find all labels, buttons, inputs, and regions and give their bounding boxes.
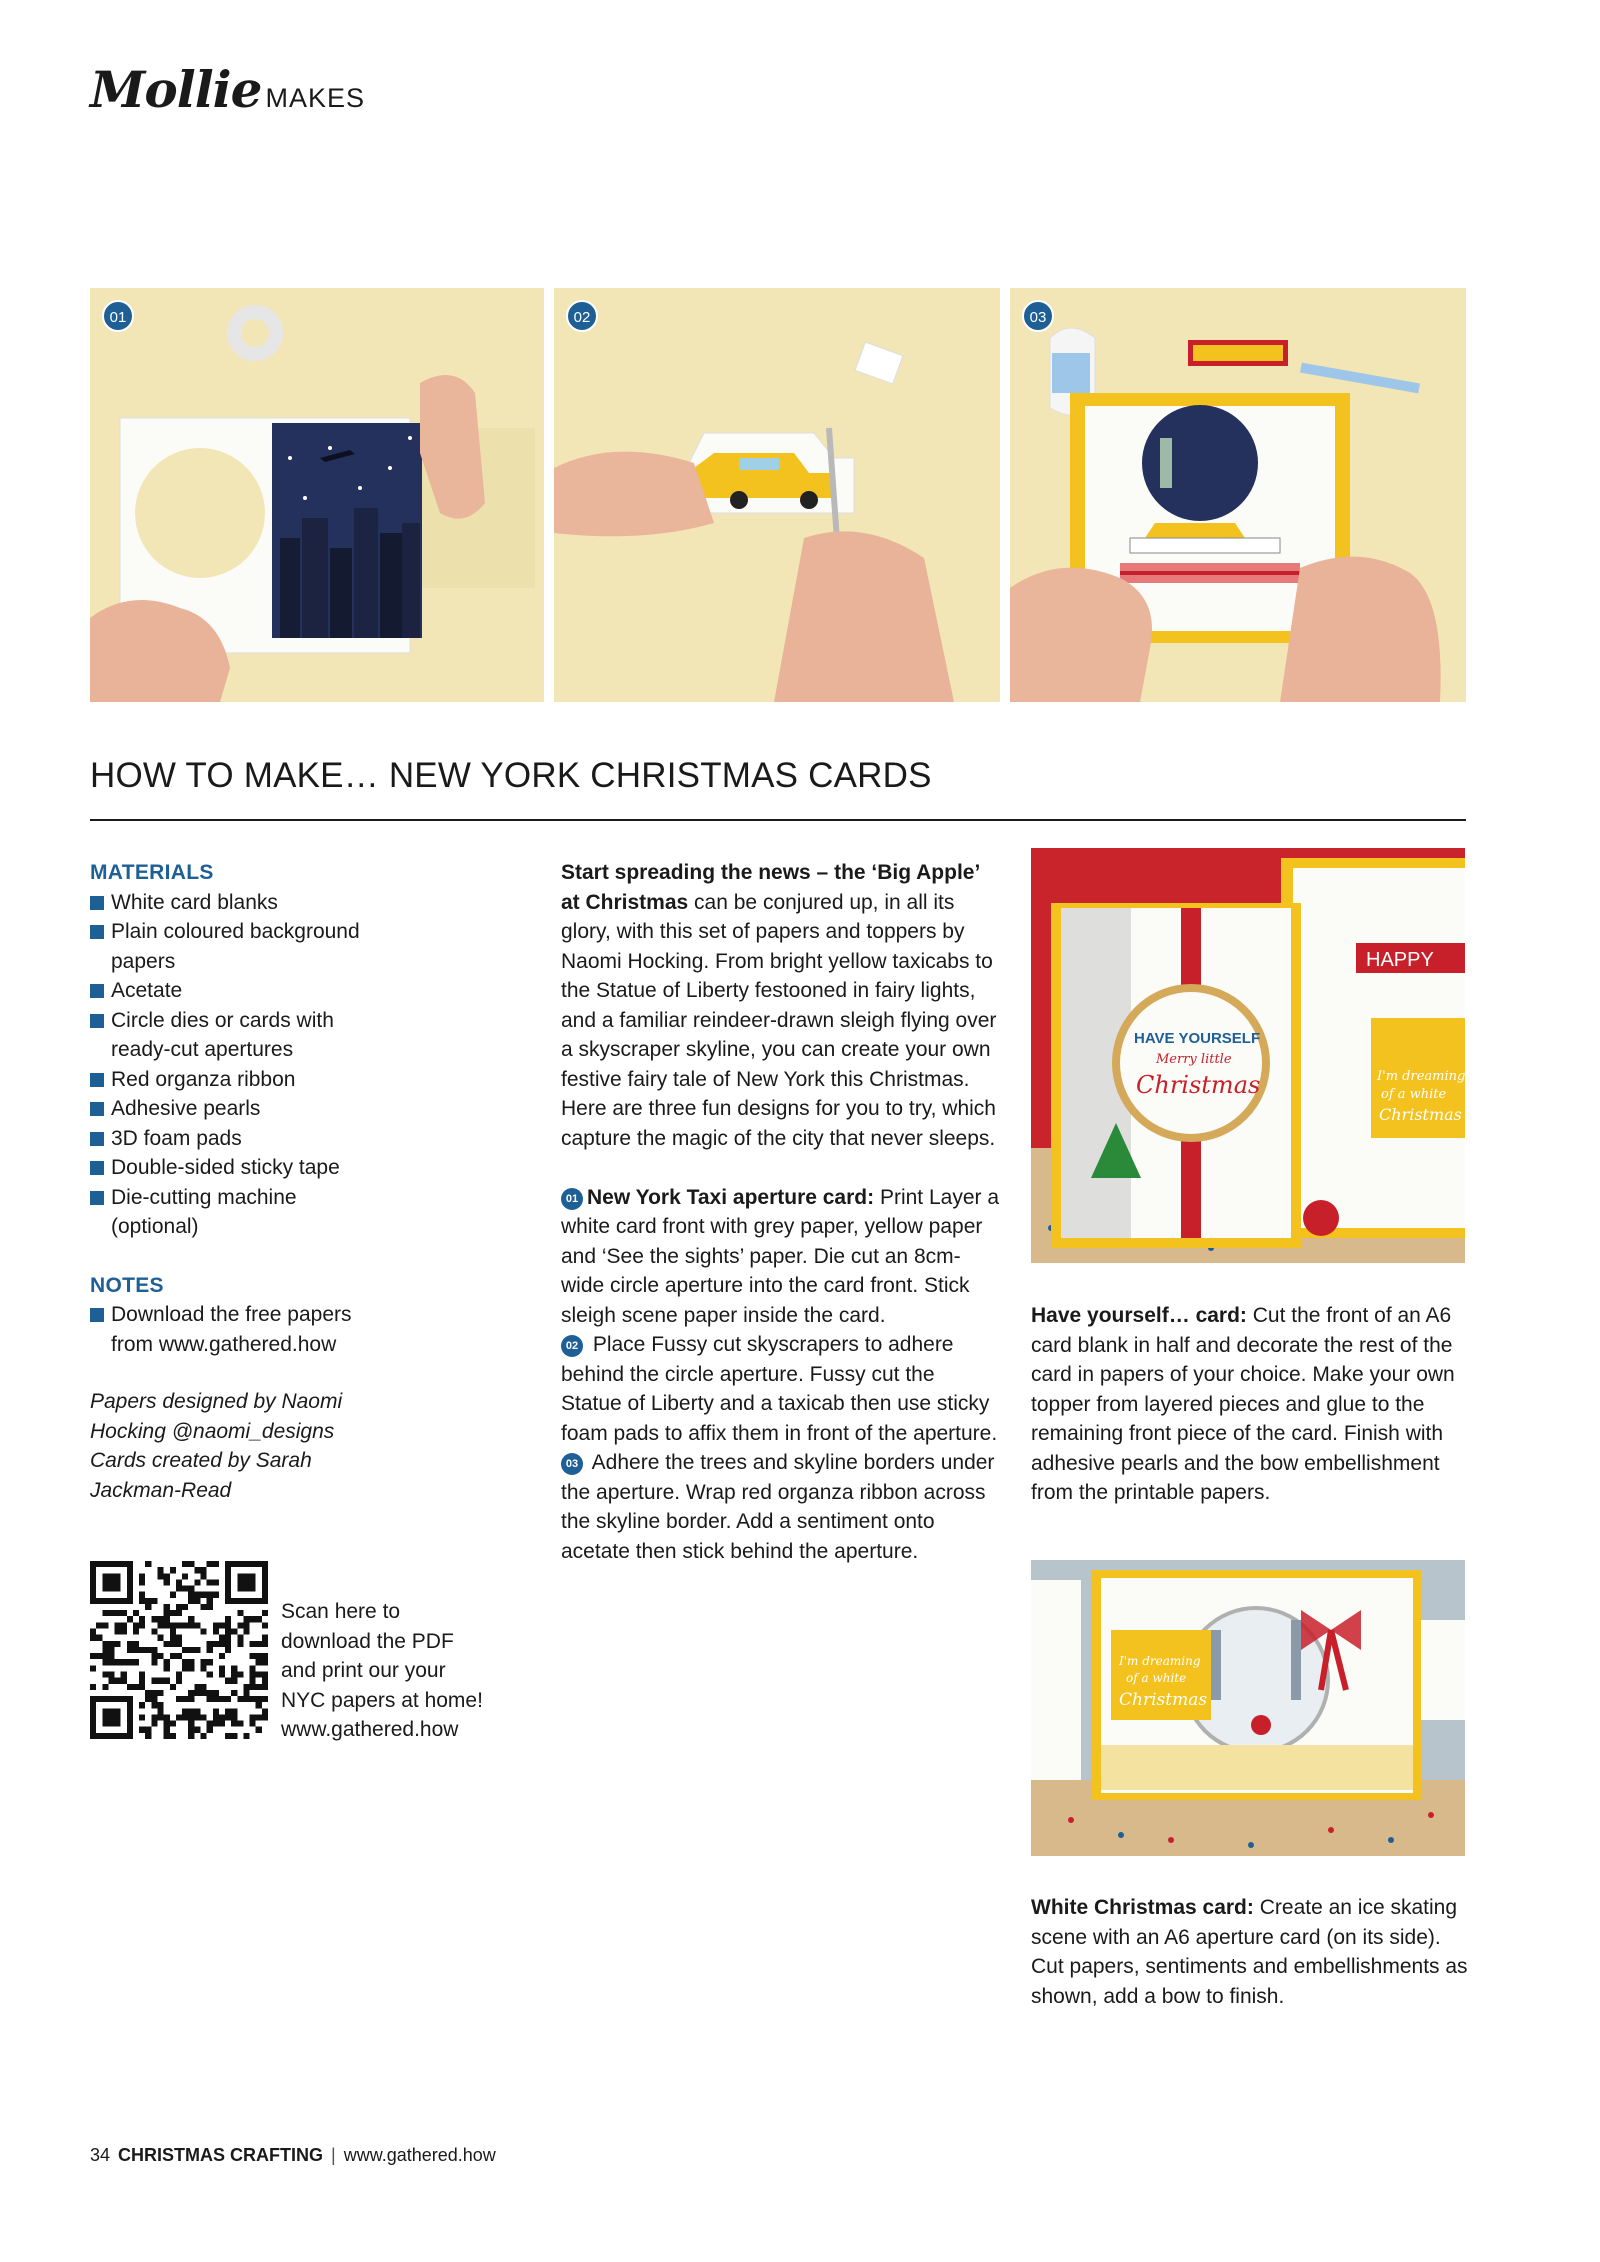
logo-caps: MAKES (265, 83, 366, 113)
notes-list (90, 1300, 480, 1359)
notes-title: NOTES (90, 1273, 164, 1297)
caption-body: Create an ice skating scene with an A6 aperture card (on its side). Cut papers, sentiments and embellishments as shown, add a bow to finish. (1031, 1896, 1468, 2008)
step-number-icon: 01 (561, 1188, 583, 1210)
credits-line: Cards created by Sarah (90, 1449, 312, 1472)
footer-url[interactable]: www.gathered.how (343, 2145, 496, 2165)
white-card-line-1: I'm dreaming (1119, 1654, 1201, 1668)
article-heading: HOW TO MAKE… NEW YORK CHRISTMAS CARDS (90, 756, 932, 795)
step-badge-2: 02 (566, 300, 598, 332)
materials-item: Red organza ribbon (90, 1065, 480, 1095)
card-photo-have-yourself (1031, 848, 1465, 1263)
qr-caption-line: download the PDF (281, 1629, 454, 1653)
page-number: 34 (90, 2145, 111, 2165)
page-footer (90, 2145, 496, 2166)
dreaming-line-2: of a white (1381, 1087, 1447, 1102)
materials-item: Plain coloured background papers (90, 917, 380, 976)
step-number-icon: 02 (561, 1335, 583, 1357)
caption-white-christmas (1031, 1893, 1471, 2011)
instruction-step-2 (561, 1330, 1001, 1448)
qr-caption (281, 1597, 511, 1745)
materials-item: Adhesive pearls (90, 1094, 480, 1124)
qr-caption-line: NYC papers at home! (281, 1688, 483, 1712)
intro-body: can be conjured up, in all its glory, with this set of papers and toppers by Naomi Hocking. From bright yellow taxicabs to the Statue of Liberty festooned in fairy lights, and a familiar reindeer-drawn sleigh flying over a skyscraper skyline, you can create your own festive fairy tale of New York this Christmas. Here are three fun designs for you to try, which capture the magic of the city that never sleeps. (561, 890, 997, 1150)
instruction-step-1 (561, 1183, 1001, 1331)
credits-line: Hocking @naomi_designs (90, 1419, 335, 1443)
qr-caption-line: and print our your (281, 1659, 446, 1682)
dreaming-line-3: Christmas (1379, 1105, 1462, 1124)
materials-item: Die-cutting machine (optional) (90, 1183, 320, 1242)
masthead-logo (90, 60, 365, 119)
logo-script: Mollie (90, 60, 262, 119)
caption-body: Cut the front of an A6 card blank in half and decorate the rest of the card in papers of your choice. Make your own topper from layered pieces and glue to the remaining front piece of the card. Finish with adhesive pearls and the bow embellishment from the printable papers. (1031, 1304, 1455, 1504)
step-badge-1: 01 (102, 300, 134, 332)
materials-item: Double-sided sticky tape (90, 1153, 480, 1183)
materials-item: White card blanks (90, 888, 480, 918)
instruction-step-3 (561, 1448, 1001, 1566)
qr-code[interactable] (90, 1561, 268, 1739)
step-photo-3 (1010, 288, 1466, 702)
materials-item: Acetate (90, 976, 480, 1006)
materials-item: 3D foam pads (90, 1124, 480, 1154)
step-text: Place Fussy cut skyscrapers to adhere behind the circle aperture. Fussy cut the Statue of Liberty and a taxicab then use sticky foam pads to affix them in front of the aperture. (561, 1333, 998, 1445)
caption-title: Have yourself… card: (1031, 1304, 1247, 1327)
topper-line-2: Merry little (1156, 1052, 1232, 1067)
heading-rule (90, 819, 1466, 821)
step-photo-1 (90, 288, 544, 702)
topper-line-3: Christmas (1136, 1071, 1261, 1099)
card-photo-white-christmas (1031, 1560, 1465, 1856)
caption-title: White Christmas card: (1031, 1896, 1254, 1919)
step-text: Adhere the trees and skyline borders under the aperture. Wrap red organza ribbon across the skyline border. Add a sentiment onto acetate then stick behind the aperture. (561, 1451, 995, 1563)
taxi-card-title: New York Taxi aperture card: (587, 1185, 875, 1209)
white-card-line-2: of a white (1126, 1671, 1187, 1685)
white-card-line-3: Christmas (1119, 1690, 1208, 1710)
materials-item: Circle dies or cards with ready-cut apertures (90, 1006, 360, 1065)
intro-paragraph (561, 858, 1001, 1153)
qr-caption-line: Scan here to (281, 1600, 401, 1623)
credits-line: Jackman-Read (90, 1478, 232, 1502)
credits-line: Papers designed by Naomi (90, 1390, 343, 1413)
happy-text: HAPPY (1366, 949, 1434, 971)
qr-caption-url[interactable]: www.gathered.how (281, 1718, 459, 1741)
intro-lead: Start spreading the news – the ‘Big Apple’ at Christmas (561, 861, 980, 914)
step-number-icon: 03 (561, 1453, 583, 1475)
middle-column (561, 858, 1001, 1566)
step-photo-2 (554, 288, 1000, 702)
notes-item: Download the free papers from www.gathered.how (90, 1300, 380, 1359)
caption-have-yourself (1031, 1301, 1471, 1508)
topper-line-1: HAVE YOURSELF (1134, 1030, 1261, 1047)
credits (90, 1387, 480, 1505)
left-column (90, 858, 480, 1505)
footer-separator: | (331, 2145, 336, 2165)
footer-section: CHRISTMAS CRAFTING (118, 2145, 324, 2165)
step-badge-3: 03 (1022, 300, 1054, 332)
dreaming-line-1: I'm dreaming (1377, 1069, 1465, 1084)
materials-list (90, 888, 480, 1242)
step-text: Print Layer a white card front with grey paper, yellow paper and ‘See the sights’ paper. Die cut an 8cm-wide circle aperture into the card front. Stick sleigh scene paper inside the card. (561, 1185, 1000, 1327)
materials-title: MATERIALS (90, 861, 214, 884)
